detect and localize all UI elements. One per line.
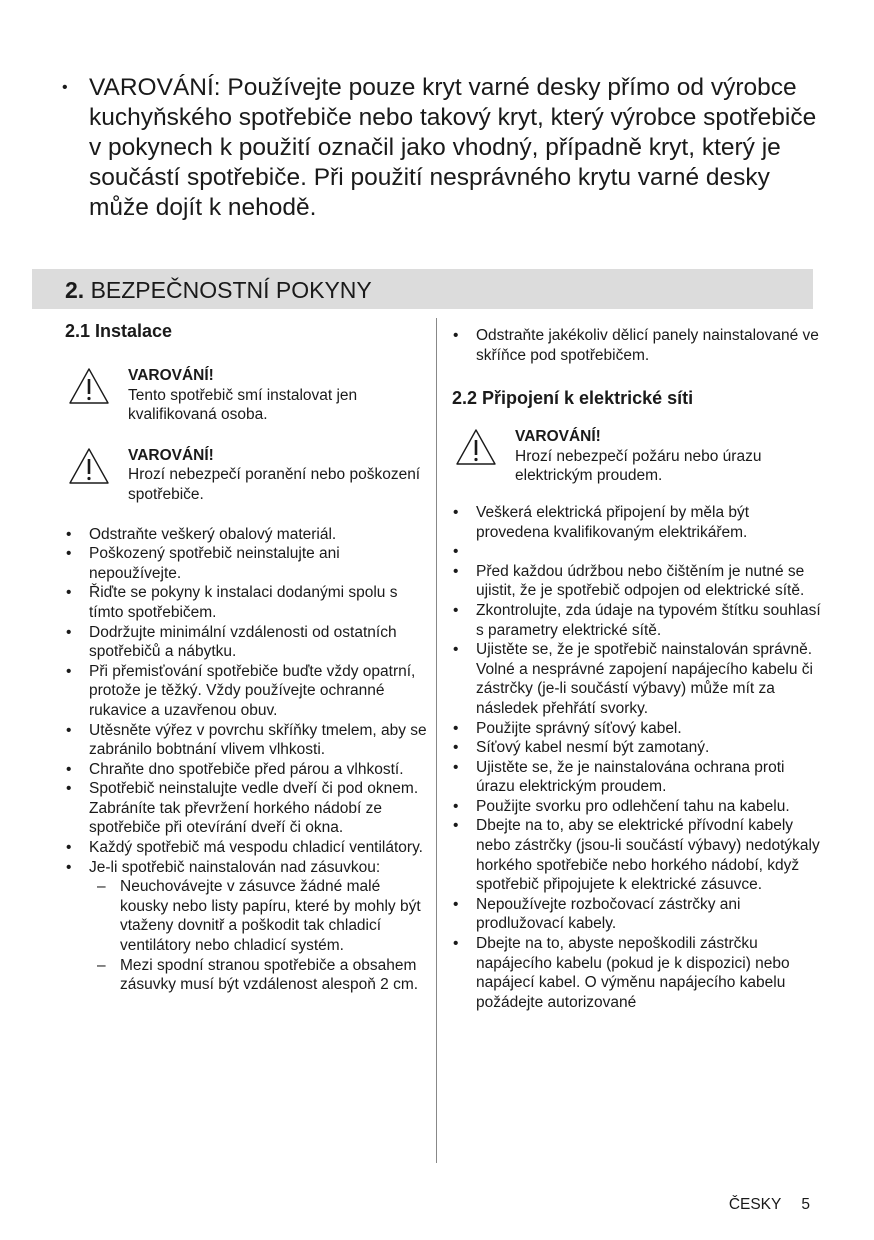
list-item: • Dbejte na to, abyste nepoškodili zástrčku napájecího kabelu (pokud je k dispozici) nebo napájecí kabel. O výměnu napájecího kabelu požádejte autorizované bbox=[452, 934, 822, 1012]
footer-language: ČESKY bbox=[728, 1196, 782, 1213]
list-item: • Ujistěte se, že je nainstalována ochrana proti úrazu elektrickým proudem. bbox=[452, 758, 822, 797]
warning-text: Hrozí nebezpečí poranění nebo poškození spotřebiče. bbox=[128, 466, 421, 503]
warning-text: Hrozí nebezpečí požáru nebo úrazu elektrickým proudem. bbox=[515, 447, 762, 485]
column-divider bbox=[436, 318, 437, 1163]
page-footer bbox=[729, 1196, 810, 1214]
list-item: • Každý spotřebič má vespodu chladicí ventilátory. bbox=[65, 838, 430, 858]
left-column bbox=[65, 320, 430, 995]
warning-triangle-icon bbox=[455, 428, 497, 466]
top-warning bbox=[62, 73, 822, 223]
sub-list bbox=[89, 877, 430, 995]
installation-heading: 2.1 Instalace bbox=[65, 321, 173, 341]
list-item bbox=[65, 858, 430, 995]
list-item: • Odstraňte veškerý obalový materiál. bbox=[65, 525, 430, 545]
sub-list-item: – Neuchovávejte v zásuvce žádné malé kousky nebo listy papíru, které by mohly být vtaženy dovnitř a poškodit tak chladicí ventilátory nebo chladicí systém. bbox=[89, 877, 430, 955]
installation-list-continued bbox=[452, 326, 822, 365]
warning-text: Tento spotřebič smí instalovat jen kvalifikovaná osoba. bbox=[128, 386, 358, 424]
list-item: • Použijte svorku pro odlehčení tahu na kabelu. bbox=[452, 797, 822, 817]
warning-triangle-icon bbox=[68, 367, 110, 405]
top-warning-text: VAROVÁNÍ: Používejte pouze kryt varné desky přímo od výrobce kuchyňského spotřebiče nebo takový kryt, který výrobce spotřebiče v pokynech k použití označil jako vhodný, případně kryt, který je součástí spotřebiče. Při použití nesprávného krytu varné desky může dojít k nehodě. bbox=[89, 74, 817, 221]
warning-title: VAROVÁNÍ! bbox=[515, 428, 601, 446]
electrical-heading: 2.2 Připojení k elektrické síti bbox=[452, 388, 694, 409]
list-item: • Ujistěte se, že je spotřebič nainstalován správně. Volné a nesprávné zapojení napájecího kabelu či zástrčky (je-li součástí výbavy) může mít za následek přehřátí svorky. bbox=[452, 640, 822, 718]
list-item-text: Je-li spotřebič nainstalován nad zásuvkou: bbox=[89, 858, 381, 876]
section-number: 2. bbox=[65, 277, 85, 303]
list-item: • Před každou údržbou nebo čištěním je nutné se ujistit, že je spotřebič odpojen od elektrické sítě. bbox=[452, 562, 822, 601]
list-item: • Zkontrolujte, zda údaje na typovém štítku souhlasí s parametry elektrické sítě. bbox=[452, 601, 822, 640]
list-item: • Poškozený spotřebič neinstalujte ani nepoužívejte. bbox=[65, 544, 430, 583]
installation-warning-2 bbox=[65, 446, 430, 505]
list-item: • Odstraňte jakékoliv dělicí panely nainstalované ve skříňce pod spotřebičem. bbox=[452, 326, 822, 365]
electrical-list bbox=[452, 503, 822, 1012]
section-title-text: BEZPEČNOSTNÍ POKYNY bbox=[90, 277, 372, 303]
list-item: • Dbejte na to, aby se elektrické přívodní kabely nebo zástrčky (jsou-li součástí výbavy) nedotýkaly horkého spotřebiče nebo horkého nádobí, když spotřebič připojujete k elektrické zásuvce. bbox=[452, 816, 822, 894]
list-item: • Řiďte se pokyny k instalaci dodanými spolu s tímto spotřebičem. bbox=[65, 583, 430, 622]
list-item: • Nepoužívejte rozbočovací zástrčky ani prodlužovací kabely. bbox=[452, 895, 822, 934]
page-number: 5 bbox=[801, 1196, 810, 1213]
sub-list-item: – Mezi spodní stranou spotřebiče a obsahem zásuvky musí být vzdálenost alespoň 2 cm. bbox=[89, 956, 430, 995]
list-item: • Dodržujte minimální vzdálenosti od ostatních spotřebičů a nábytku. bbox=[65, 623, 430, 662]
installation-list bbox=[65, 525, 430, 995]
right-column bbox=[452, 320, 822, 1012]
warning-triangle-icon bbox=[68, 447, 110, 485]
section-header bbox=[32, 269, 813, 309]
section-title bbox=[65, 277, 372, 303]
warning-title: VAROVÁNÍ! bbox=[128, 367, 214, 384]
installation-warning-1 bbox=[65, 366, 430, 425]
list-item: • Utěsněte výřez v povrchu skříňky tmelem, aby se zabránilo bobtnání vlivem vlhkosti. bbox=[65, 721, 430, 760]
list-item: • Síťový kabel nesmí být zamotaný. bbox=[452, 738, 822, 758]
list-item: • Chraňte dno spotřebiče před párou a vlhkostí. bbox=[65, 760, 430, 780]
warning-title: VAROVÁNÍ! bbox=[128, 446, 214, 464]
list-item: • Při přemisťování spotřebiče buďte vždy opatrní, protože je těžký. Vždy používejte ochranné rukavice a uzavřenou obuv. bbox=[65, 662, 430, 721]
list-item: • Veškerá elektrická připojení by měla být provedena kvalifikovaným elektrikářem. bbox=[452, 503, 822, 542]
list-item: • Spotřebič neinstalujte vedle dveří či pod oknem. Zabráníte tak převržení horkého nádobí ze spotřebiče při otevírání dveří či okna. bbox=[65, 779, 430, 838]
list-item-empty bbox=[452, 542, 822, 562]
electrical-warning bbox=[452, 427, 822, 486]
bullet-icon: • bbox=[62, 79, 68, 96]
list-item: • Použijte správný síťový kabel. bbox=[452, 719, 822, 739]
